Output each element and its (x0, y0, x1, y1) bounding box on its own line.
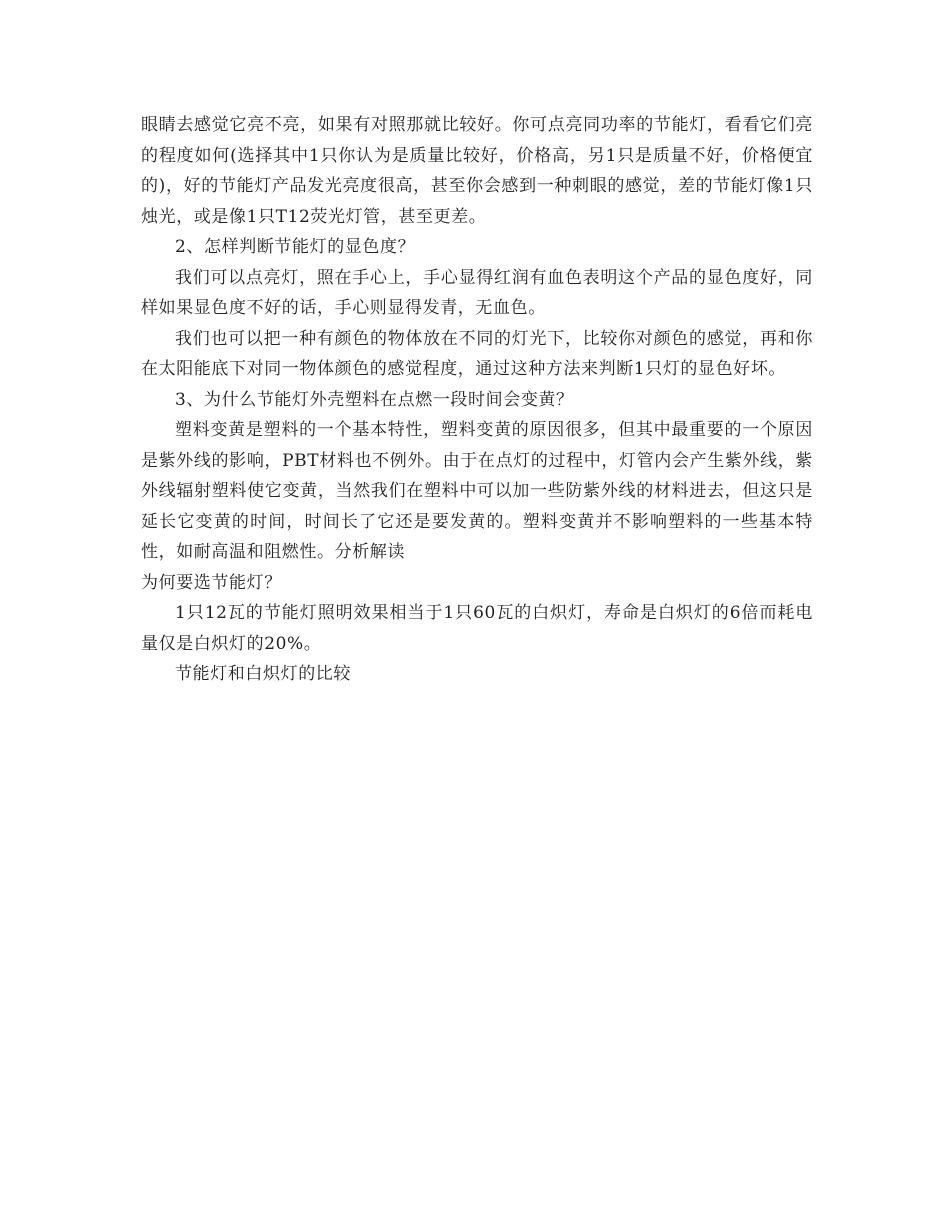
heading-yellowing-question: 3、为什么节能灯外壳塑料在点燃一段时间会变黄？ (175, 389, 574, 410)
paragraph-color-object-test: 我们也可以把一种有颜色的物体放在不同的灯光下，比较你对颜色的感觉，再和你在太阳能底下对同一物体颜色的感觉程度，通过这种方法来判断1只灯的显色好坏。 (141, 328, 813, 379)
paragraph-palm-test: 我们可以点亮灯，照在手心上，手心显得红润有血色表明这个产品的显色度好，同样如果显色度不好的话，手心则显得发青，无血色。 (141, 267, 813, 318)
document-page (141, 110, 813, 690)
heading-comparison: 节能灯和白炽灯的比较 (175, 664, 351, 684)
paragraph-yellowing-explanation: 塑料变黄是塑料的一个基本特性，塑料变黄的原因很多，但其中最重要的一个原因是紫外线的影响，PBT材料也不例外。由于在点灯的过程中，灯管内会产生紫外线，紫外线辐射塑料使它变黄，当然我们在塑料中可以加一些防紫外线的材料进去，但这只是延长它变黄的时间，时间长了它还是要发黄的。塑料变黄并不影响塑料的一些基本特性，如耐高温和阻燃性。分析解读 (141, 420, 813, 562)
paragraph-brightness-comparison: 眼睛去感觉它亮不亮，如果有对照那就比较好。你可点亮同功率的节能灯，看看它们亮的程度如何(选择其中1只你认为是质量比较好，价格高，另1只是质量不好，价格便宜的)，好的节能灯产品发光亮度很高，甚至你会感到一种刺眼的感觉，差的节能灯像1只烛光，或是像1只T12荧光灯管，甚至更差。 (141, 115, 813, 227)
heading-color-rendering-question: 2、怎样判断节能灯的显色度？ (175, 237, 416, 257)
heading-why-choose: 为何要选节能灯？ (141, 572, 282, 593)
paragraph-efficiency-comparison: 1只12瓦的节能灯照明效果相当于1只60瓦的白炽灯，寿命是白炽灯的6倍而耗电量仅是白炽灯的20%。 (141, 603, 813, 654)
